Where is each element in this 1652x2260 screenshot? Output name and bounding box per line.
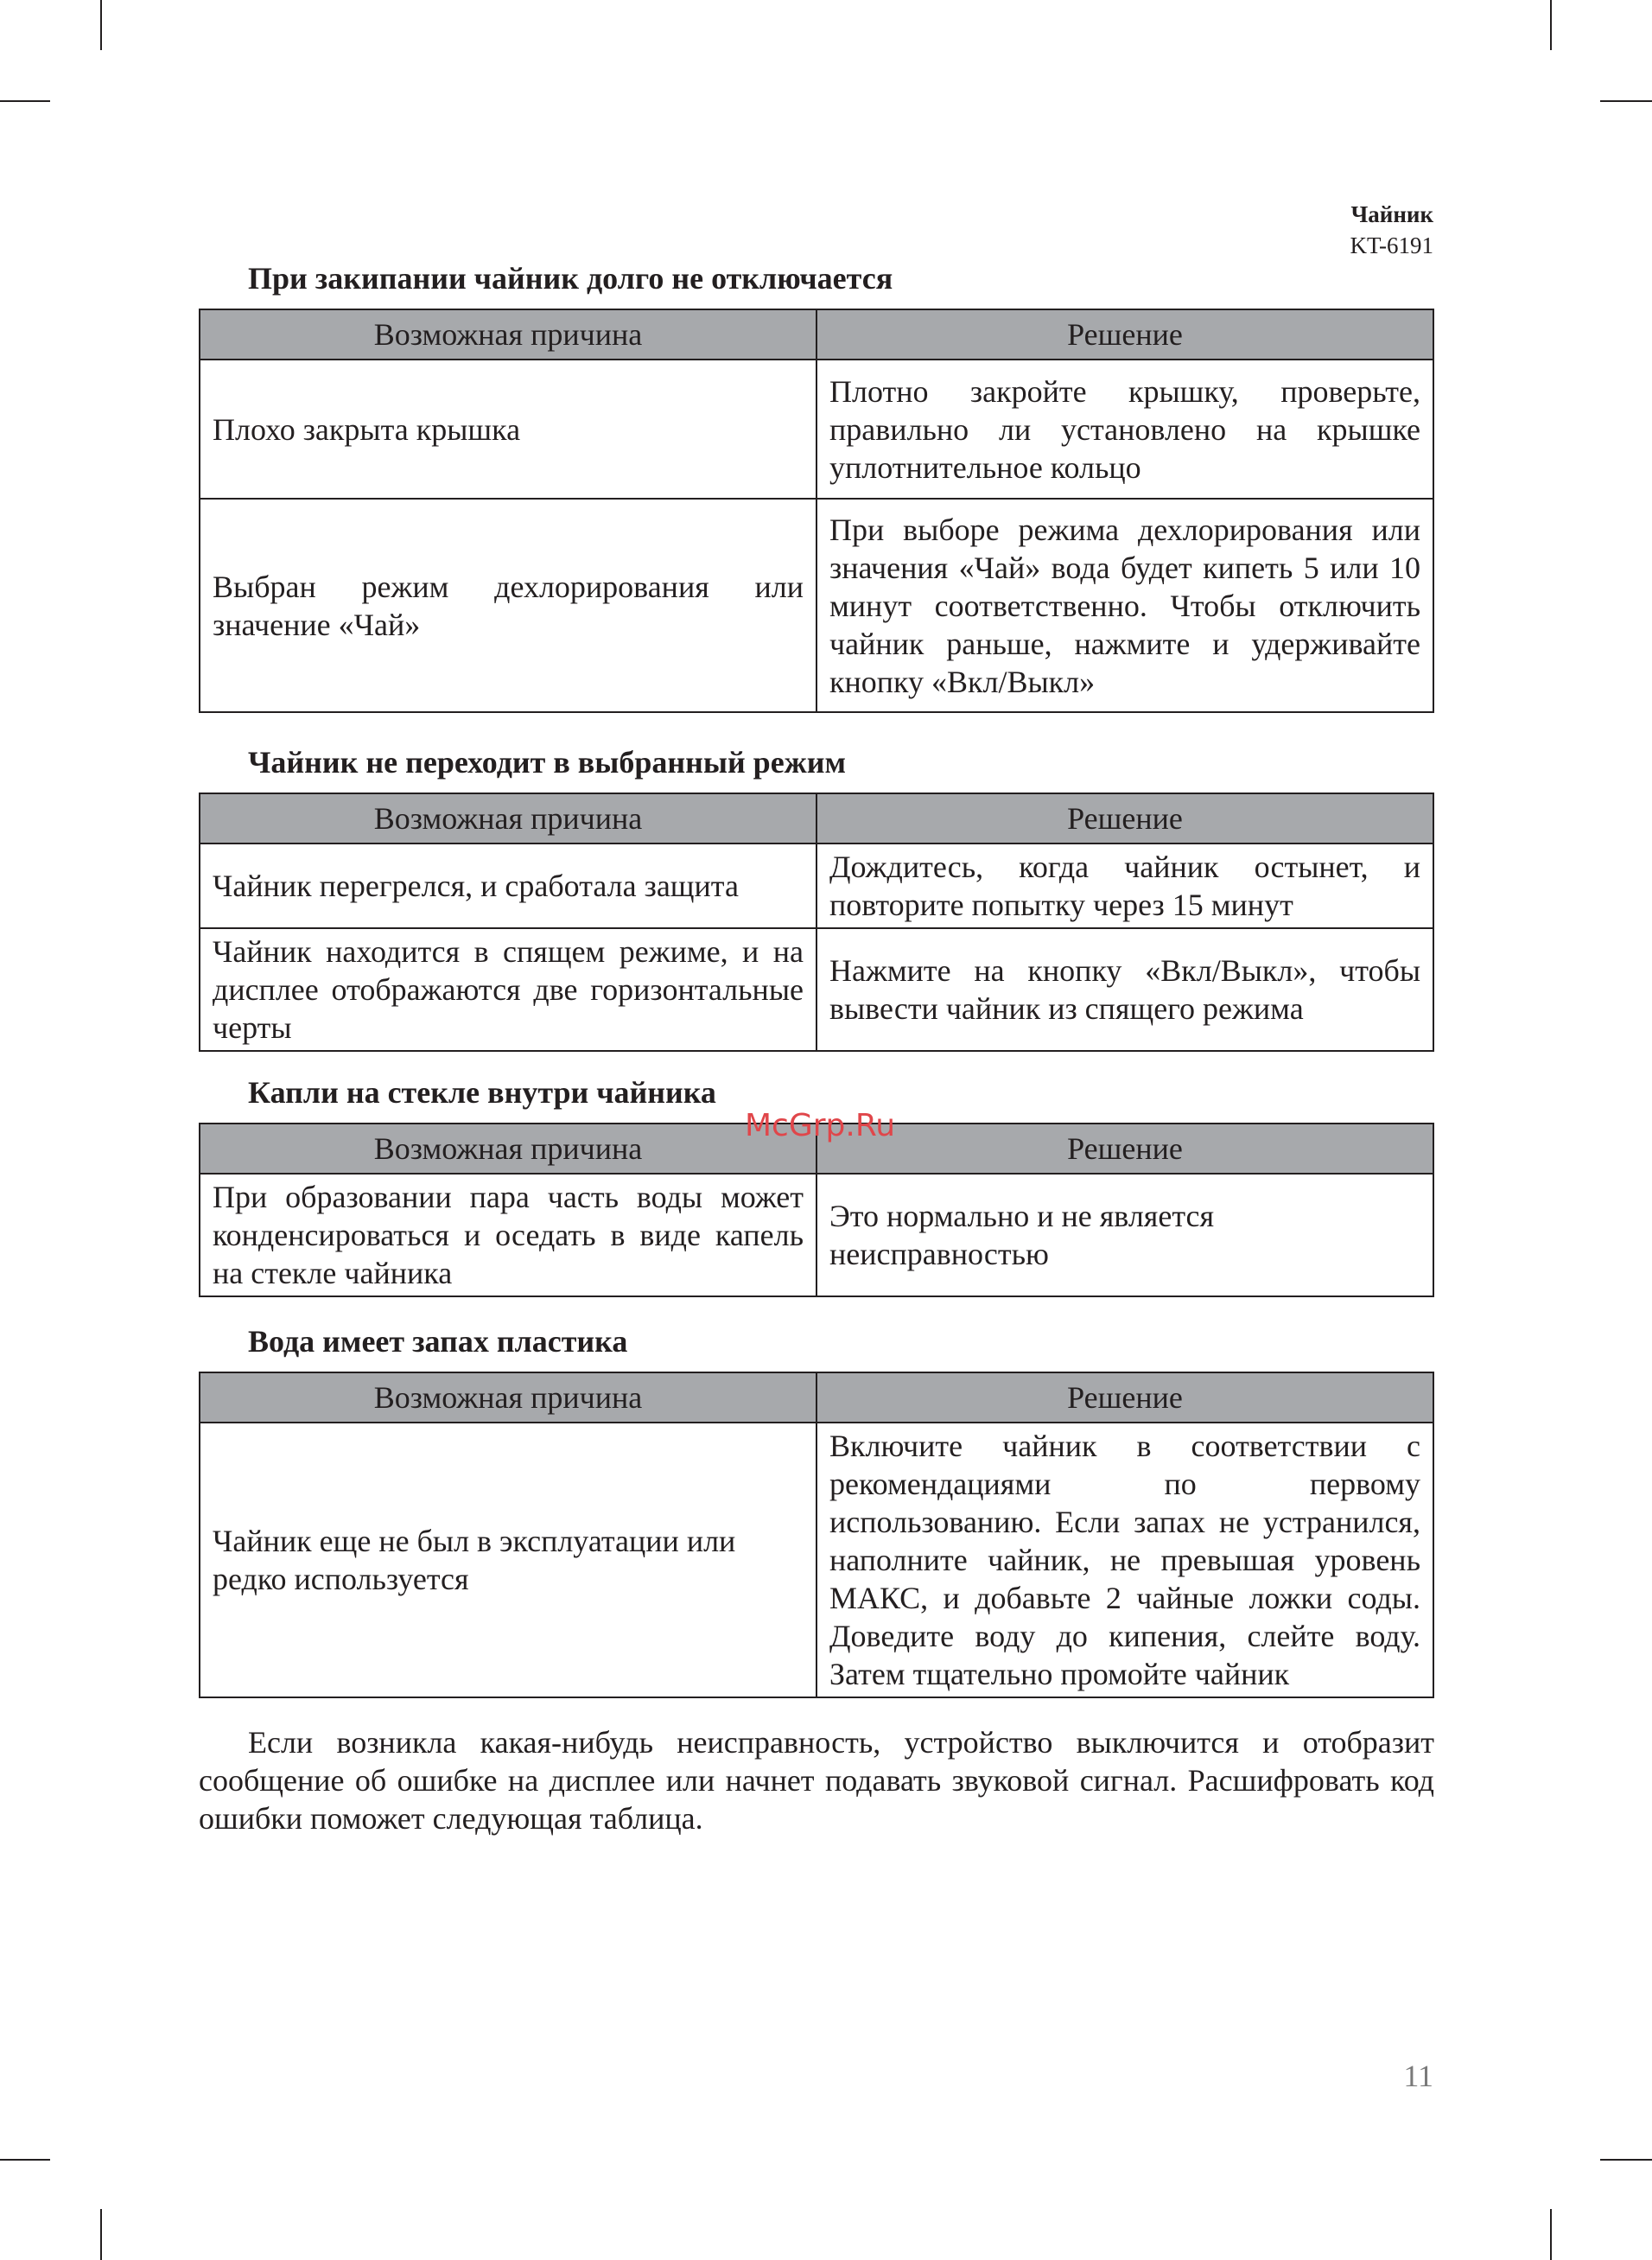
running-header xyxy=(1350,199,1433,261)
crop-mark xyxy=(0,2159,50,2161)
solution-cell: Включите чайник в соответствии с рекомендациями по первому использованию. Если запах не устранился, наполните чайник, не превышая уровень МАКС, и добавьте 2 чайные ложки соды. Доведите воду до кипения, слейте воду. Затем тщательно промойте чайник xyxy=(816,1423,1433,1697)
table-row xyxy=(200,1423,1433,1697)
cause-cell: Плохо закрыта крышка xyxy=(200,360,816,499)
table-header-row xyxy=(200,1372,1433,1423)
solution-cell: Дождитесь, когда чайник остынет, и повторите попытку через 15 минут xyxy=(816,844,1433,928)
table-row xyxy=(200,1174,1433,1296)
section-kettle-not-switching-off xyxy=(199,260,1434,713)
error-code-paragraph: Если возникла какая-нибудь неисправность, устройство выключится и отобразит сообщение об ошибке на дисплее или начнет подавать звуковой сигнал. Расшифровать код ошибки поможет следующая таблица. xyxy=(199,1725,1434,1836)
cause-cell: Выбран режим дехлорирования или значение «Чай» xyxy=(200,499,816,712)
section-title: Чайник не переходит в выбранный режим xyxy=(248,745,847,780)
table-header-row xyxy=(200,309,1433,360)
crop-mark xyxy=(1550,0,1552,50)
section-title: Капли на стекле внутри чайника xyxy=(248,1075,716,1110)
solution-cell: Это нормально и не является неисправностью xyxy=(816,1174,1433,1296)
troubleshooting-table xyxy=(199,1372,1434,1698)
cause-header: Возможная причина xyxy=(200,309,816,360)
solution-cell: Плотно закройте крышку, проверьте, правильно ли установлено на крышке уплотнительное кольцо xyxy=(816,360,1433,499)
cause-cell: Чайник еще не был в эксплуатации или редко используется xyxy=(200,1423,816,1697)
troubleshooting-table xyxy=(199,1123,1434,1297)
watermark: McGrp.Ru xyxy=(745,1108,896,1143)
page-number: 11 xyxy=(1403,2059,1433,2093)
table-row xyxy=(200,360,1433,499)
solution-header: Решение xyxy=(816,793,1433,844)
section-title: Вода имеет запах пластика xyxy=(248,1324,628,1359)
solution-header: Решение xyxy=(816,1372,1433,1423)
cause-header: Возможная причина xyxy=(200,793,816,844)
crop-mark xyxy=(0,100,50,102)
cause-header: Возможная причина xyxy=(200,1372,816,1423)
solution-cell: При выборе режима дехлорирования или значения «Чай» вода будет кипеть 5 или 10 минут соответственно. Чтобы отключить чайник раньше, нажмите и удерживайте кнопку «Вкл/Выкл» xyxy=(816,499,1433,712)
section-plastic-smell xyxy=(199,1323,1434,1698)
crop-mark xyxy=(1600,2159,1652,2161)
section-title: При закипании чайник долго не отключается xyxy=(248,261,893,296)
table-header-row xyxy=(200,793,1433,844)
table-row xyxy=(200,844,1433,928)
crop-mark xyxy=(100,2209,102,2260)
cause-cell: Чайник перегрелся, и сработала защита xyxy=(200,844,816,928)
solution-header: Решение xyxy=(816,309,1433,360)
solution-cell: Нажмите на кнопку «Вкл/Выкл», чтобы вывести чайник из спящего режима xyxy=(816,928,1433,1051)
cause-cell: Чайник находится в спящем режиме, и на дисплее отображаются две горизонтальные черты xyxy=(200,928,816,1051)
solution-header: Решение xyxy=(816,1124,1433,1174)
section-mode-not-switching xyxy=(199,744,1434,1052)
table-row xyxy=(200,499,1433,712)
crop-mark xyxy=(100,0,102,50)
table-row xyxy=(200,928,1433,1051)
crop-mark xyxy=(1600,100,1652,102)
header-model: KT-6191 xyxy=(1350,232,1433,258)
crop-mark xyxy=(1550,2209,1552,2260)
header-title: Чайник xyxy=(1350,201,1433,227)
troubleshooting-table xyxy=(199,309,1434,713)
cause-cell: При образовании пара часть воды может конденсироваться и оседать в виде капель на стекле чайника xyxy=(200,1174,816,1296)
troubleshooting-table xyxy=(199,793,1434,1052)
cause-header: Возможная причина xyxy=(200,1124,816,1174)
